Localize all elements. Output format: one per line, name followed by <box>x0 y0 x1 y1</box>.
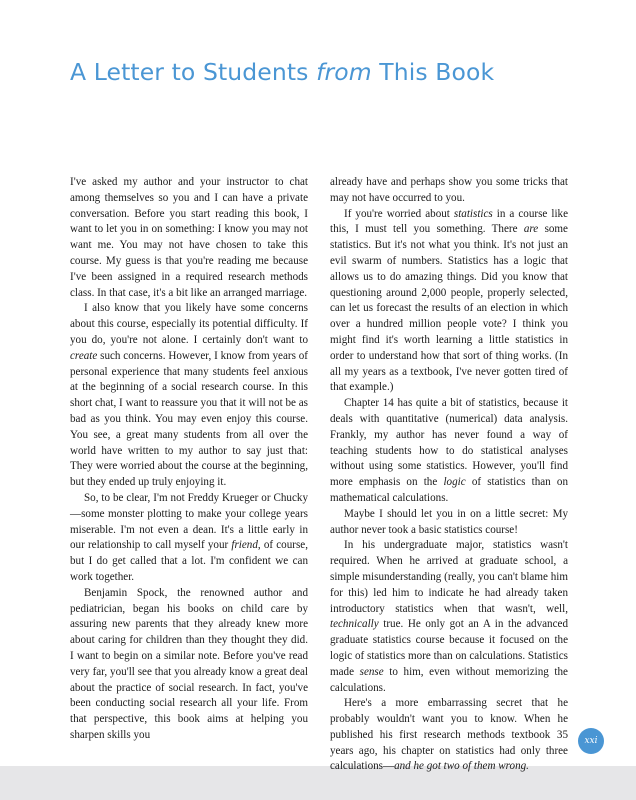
title-part2: This Book <box>371 58 495 86</box>
left-column <box>70 175 308 744</box>
title-part1: A Letter to Students <box>70 58 317 86</box>
paragraph: Benjamin Spock, the renowned author and pediatrician, began his books on child care by assuring new parents that they already knew more about caring for children than they thought they did. I want to begin on a similar note. Before you've read very far, you'll see that you already know a great deal about the practice of social research. In fact, you've been conducting social research all your life. From that perspective, this book aims at helping you sharpen skills you <box>70 586 308 741</box>
paragraph: Chapter 14 has quite a bit of statistics, because it deals with quantitative (numerical) data analysis. Frankly, my author has never found a way of teaching students how to do statistical analyses without using some statistics. However, you'll find more emphasis on the logic of statistics than on mathematical calculations. <box>330 397 568 504</box>
paragraph: If you're worried about statistics in a course like this, I must tell you something. There are some statistics. But it's not what you think. It's not just an evil swarm of numbers. Statistics has a logic that allows us to do amazing things. Did you know that questioning around 2,000 people, properly selected, can let us forecast the results of an election in which over a hundred million people vote? I think you might find it's worth learning a little statistics in order to understand how that sort of thing works. (In all my years as a textbook, I've never gotten tired of that example.) <box>330 207 568 394</box>
paragraph: Maybe I should let you in on a little secret: My author never took a basic statistics course! <box>330 507 568 536</box>
paragraph: In his undergraduate major, statistics wasn't required. When he arrived at graduate school, a simple misunderstanding (really, you can't blame him for this) led him to indicate he had already taken introductory statistics when that wasn't, well, technically true. He only got an A in the advanced graduate statistics course because it focused on the logic of statistics more than on calculations. Statistics made sense to him, even without memorizing the calculations. <box>330 539 568 694</box>
paragraph: already have and perhaps show you some tricks that may not have occurred to you. <box>330 176 568 204</box>
page-number-badge: xxi <box>578 728 604 754</box>
paragraph: Here's a more embarrassing secret that he probably wouldn't want you to know. When he published his first research methods textbook 35 years ago, his chapter on statistics had only three calculations—and he got two of them wrong. <box>330 697 568 773</box>
right-column <box>330 175 568 775</box>
page-title <box>70 58 494 86</box>
paragraph: I've asked my author and your instructor to chat among themselves so you and I can have a private conversation. Before you start reading this book, I want to let you in on something: I know you may not want me. You may not have chosen to take this course. My guess is that you're reading me because I've been assigned in a required research methods class. In that case, it's a bit like an arranged marriage. <box>70 176 308 299</box>
paragraph: So, to be clear, I'm not Freddy Krueger or Chucky—some monster plotting to make your college years miserable. I'm not even a dean. It's a little early in our relationship to call myself your friend, of course, but I do get called that a lot. I'm confident we can work together. <box>70 491 308 583</box>
paragraph: I also know that you likely have some concerns about this course, especially its potential difficulty. If you do, you're not alone. I certainly don't want to create such concerns. However, I know from years of personal experience that many students feel anxious at the beginning of a social research course. In this short chat, I want to reassure you that it will not be as bad as you think. You may even enjoy this course. You see, a great many students from all over the world have written to my author to say just that: They were worried about the course at the beginning, but they ended up truly enjoying it. <box>70 302 308 489</box>
title-emphasis: from <box>316 58 372 86</box>
